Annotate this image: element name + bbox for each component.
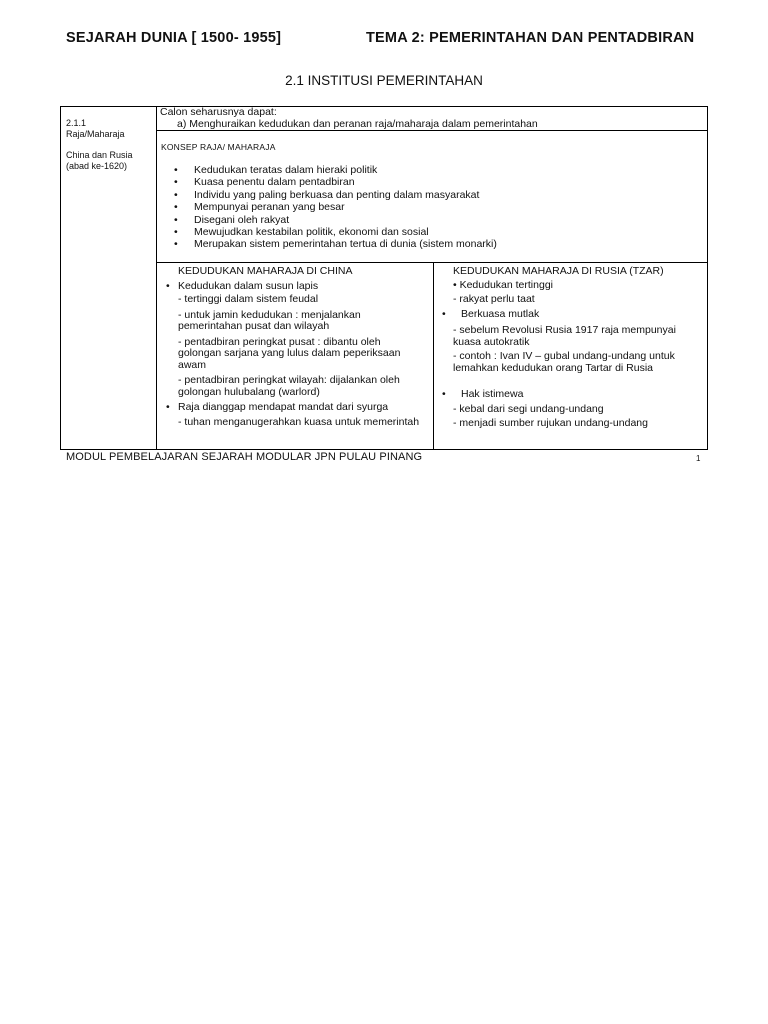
china-subpoint: - pentadbiran peringkat pusat : dibantu oleh golongan sarjana yang lulus dalam peperiksaan awam [178, 335, 401, 371]
objective-a: a) Menghuraikan kedudukan dan peranan raja/maharaja dalam pemerintahan [177, 118, 538, 130]
rusia-subpoint: - rakyat perlu taat [453, 293, 535, 305]
china-subpoint: - pentadbiran peringkat wilayah: dijalankan oleh golongan hulubalang (warlord) [178, 374, 400, 398]
china-title: KEDUDUKAN MAHARAJA DI CHINA [178, 265, 353, 277]
rusia-point-absolute-label: Berkuasa mutlak [461, 307, 540, 320]
topic-column [66, 118, 133, 172]
row-divider-konsep [156, 262, 708, 263]
header-subject: SEJARAH DUNIA [ 1500- 1955] [66, 30, 282, 46]
list-item: • Merupakan sistem pemerintahan tertua di dunia (sistem monarki) [174, 238, 497, 250]
rusia-title: KEDUDUKAN MAHARAJA DI RUSIA (TZAR) [453, 265, 664, 277]
objectives-intro: Calon seharusnya dapat: [160, 106, 277, 118]
china-section [165, 266, 423, 428]
konsep-title: KONSEP RAJA/ MAHARAJA [161, 142, 276, 152]
rusia-subpoint: - sebelum Revolusi Rusia 1917 raja mempunyai kuasa autokratik [453, 324, 676, 348]
list-item: • Kedudukan teratas dalam hieraki politik [174, 164, 497, 176]
rusia-subpoint: - contoh : Ivan IV – gubal undang-undang untuk lemahkan kedudukan orang Tartar di Rusia [453, 350, 675, 374]
list-item: • Mempunyai peranan yang besar [174, 201, 497, 213]
column-divider-left [156, 106, 157, 450]
china-point-mandate: • Raja dianggap mendapat mandat dari syurga [165, 402, 423, 414]
row-divider-objectives [156, 130, 708, 131]
china-subpoint: - untuk jamin kedudukan : menjalankan pemerintahan pusat dan wilayah [178, 308, 361, 332]
rusia-subpoint: - menjadi sumber rujukan undang-undang [453, 417, 648, 429]
list-item: • Disegani oleh rakyat [174, 214, 497, 226]
header-theme: TEMA 2: PEMERINTAHAN DAN PENTADBIRAN [366, 30, 695, 46]
rusia-point-highest: • Kedudukan tertinggi [453, 278, 553, 291]
rusia-point-absolute [441, 309, 703, 321]
section-title: 2.1 INSTITUSI PEMERINTAHAN [285, 73, 483, 88]
column-divider-middle [433, 262, 434, 450]
rusia-section [441, 266, 703, 430]
topic-name: Raja/Maharaja [66, 129, 125, 139]
footer-text: MODUL PEMBELAJARAN SEJARAH MODULAR JPN PULAU PINANG [66, 451, 423, 463]
rusia-subpoint: - kebal dari segi undang-undang [453, 402, 604, 415]
china-subpoint: - tertinggi dalam sistem feudal [178, 293, 319, 305]
page-number: 1 [696, 454, 701, 463]
rusia-point-privilege [441, 389, 703, 401]
learning-objectives [160, 106, 538, 130]
rusia-point-privilege-label: Hak istimewa [461, 388, 524, 400]
china-subpoint: - tuhan menganugerahkan kuasa untuk memerintah [178, 415, 420, 428]
list-item: • Mewujudkan kestabilan politik, ekonomi dan sosial [174, 226, 497, 238]
list-item: • Kuasa penentu dalam pentadbiran [174, 176, 497, 188]
topic-code: 2.1.1 [66, 118, 87, 128]
list-item: • Individu yang paling berkuasa dan penting dalam masyarakat [174, 189, 497, 201]
china-point-hierarchy: • Kedudukan dalam susun lapis [165, 281, 423, 293]
topic-period: (abad ke-1620) [66, 161, 128, 171]
topic-scope: China dan Rusia [66, 150, 133, 160]
konsep-list [174, 164, 497, 251]
